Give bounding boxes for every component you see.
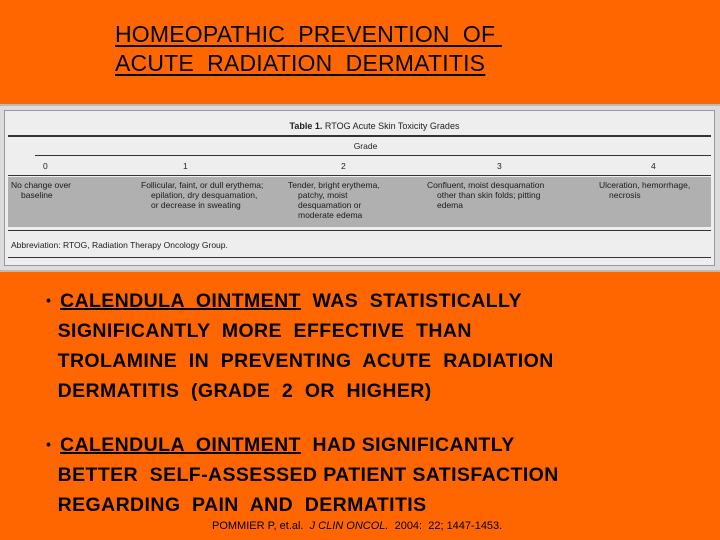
- grade-3-number: 3: [497, 161, 502, 171]
- bullet-point-2: [46, 429, 706, 520]
- grade-0-number: 0: [43, 161, 48, 171]
- table-rule-top: [8, 135, 711, 137]
- bullet-2-line-1: [46, 429, 706, 460]
- grade-4-description: Ulceration, hemorrhage, necrosis: [599, 180, 691, 200]
- table-caption-number: Table 1.: [289, 121, 323, 131]
- table-caption: [5, 121, 714, 131]
- table-rule-header: [8, 175, 711, 176]
- grade-0-description: No change over baseline: [11, 180, 72, 200]
- bullet-marker-icon: •: [46, 436, 52, 452]
- bullet-2-underlined-term: CALENDULA OINTMENT: [60, 434, 301, 456]
- slide-title: [115, 20, 502, 78]
- grade-3-description: Confluent, moist desquamation other than skin folds; pitting edema: [427, 180, 545, 210]
- bullet-1-line-4: DERMATITIS (GRADE 2 OR HIGHER): [46, 380, 432, 402]
- slide-title-line-2: ACUTE RADIATION DERMATITIS: [115, 50, 486, 76]
- bullet-2-line-1-rest: HAD SIGNIFICANTLY: [300, 434, 515, 456]
- bullet-2-line-3: REGARDING PAIN AND DERMATITIS: [46, 494, 427, 516]
- grade-4-number: 4: [651, 161, 656, 171]
- table-caption-text: RTOG Acute Skin Toxicity Grades: [322, 121, 460, 131]
- table-rule-footer: [8, 257, 711, 258]
- bullet-1-line-2: SIGNIFICANTLY MORE EFFECTIVE THAN: [46, 320, 472, 342]
- table-abbreviation-note: Abbreviation: RTOG, Radiation Therapy Oncology Group.: [11, 240, 228, 250]
- grade-2-description: Tender, bright erythema, patchy, moist desquamation or moderate edema: [288, 180, 380, 220]
- citation-journal: J CLIN ONCOL.: [309, 520, 389, 532]
- bullet-1-line-3: TROLAMINE IN PREVENTING ACUTE RADIATION: [46, 350, 554, 372]
- citation-details: 2004: 22; 1447-1453.: [388, 520, 503, 532]
- grade-1-number: 1: [183, 161, 188, 171]
- grade-1-description: Follicular, faint, or dull erythema; epilation, dry desquamation, or decrease in sweating: [141, 180, 264, 210]
- table-rule-grade: [35, 155, 711, 156]
- bullet-2-line-2: BETTER SELF-ASSESSED PATIENT SATISFACTION: [46, 464, 559, 486]
- bullet-1-underlined-term: CALENDULA OINTMENT: [60, 290, 301, 312]
- citation: [212, 520, 502, 532]
- bullet-marker-icon: •: [46, 292, 52, 308]
- bullet-1-line-1: [46, 285, 706, 316]
- bullet-point-1: [46, 285, 706, 406]
- slide-title-line-1: HOMEOPATHIC PREVENTION OF: [115, 21, 502, 47]
- table-grade-header: Grade: [353, 141, 378, 151]
- rtog-table: [4, 110, 715, 266]
- table-rule-bottom: [8, 230, 711, 231]
- bullet-1-line-1-rest: WAS STATISTICALLY: [300, 290, 522, 312]
- grade-2-number: 2: [341, 161, 346, 171]
- rtog-table-image: [0, 104, 720, 272]
- citation-authors: POMMIER P, et.al.: [212, 520, 310, 532]
